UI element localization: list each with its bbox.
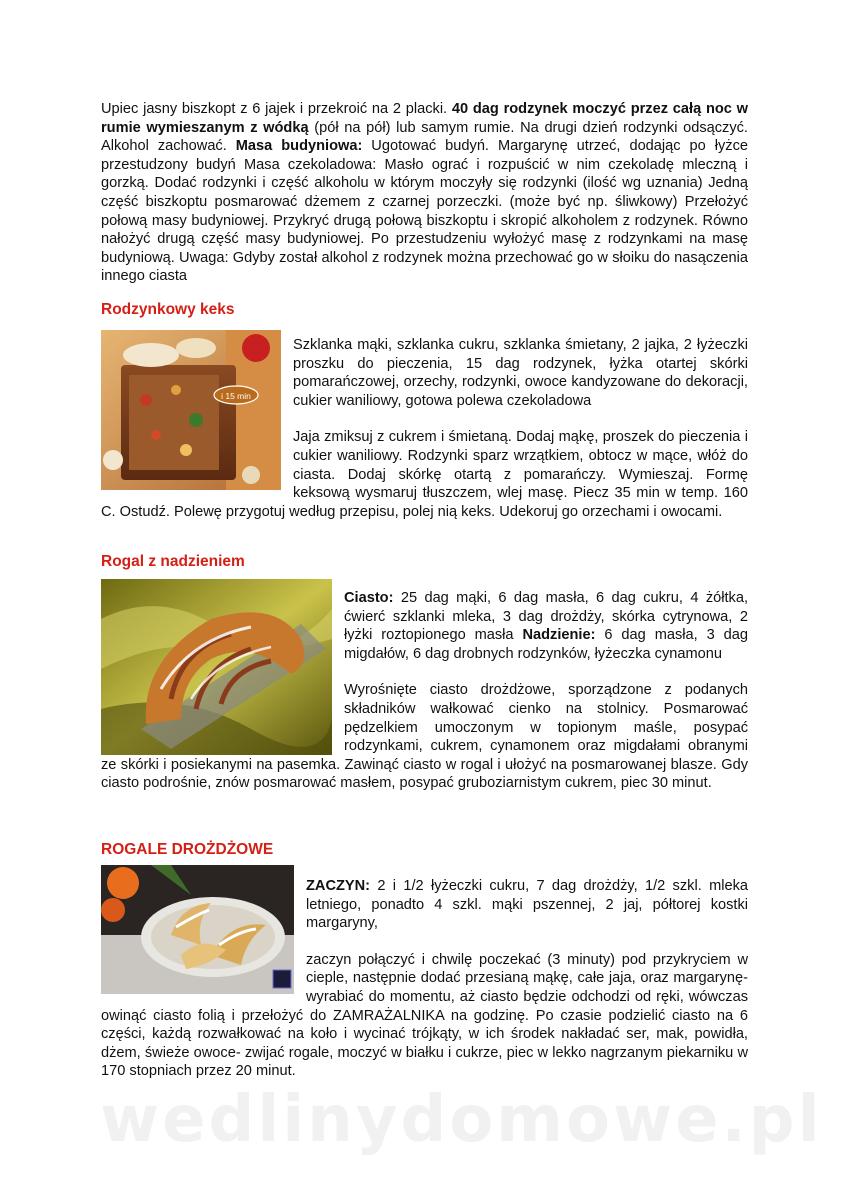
intro-bold-1: 40 dag rodzynek moczyć przez całą noc w rumie wymieszanym z wódką: [101, 101, 749, 136]
watermark: wedlinydomowe.pl: [100, 1083, 823, 1157]
ingredients-label-nadzienie: Nadzienie:: [522, 627, 596, 644]
intro-text-2: (pół na pół) lub samym rumie. Na drugi dzień rodzynki odsączyć. Alkohol zachować.: [101, 119, 748, 155]
recipe-body-rogale-drozdzowe: [101, 877, 748, 1081]
recipe-body-rodzynkowy-keks: [101, 336, 748, 521]
recipe-title-rogal-z-nadzieniem: Rogal z nadzieniem: [101, 553, 245, 570]
method-rodzynkowy-keks: Jaja zmiksuj z cukrem i śmietaną. Dodaj mąkę, proszek do pieczenia i cukier waniliowy. Rodzynki sparz wrzątkiem, obtocz w mące, włóż do ciasta. Dodaj skórkę otartą z pomarańczy. Wymieszaj. Formę keksową wysmaruj tłuszczem, wlej masę. Piecz 35 min w temp. 160 C. Ostudź. Polewę przygotuj według przepisu, polej nią keks. Udekoruj go orzechami i owocami.: [101, 429, 748, 520]
intro-paragraph: [101, 100, 748, 286]
recipe-title-rodzynkowy-keks: Rodzynkowy keks: [101, 301, 235, 318]
crescent-roll-photo: [101, 579, 332, 755]
fruitcake-image: [101, 330, 281, 490]
ingredients-label-zaczyn: ZACZYN:: [306, 878, 371, 894]
ingredients-nadzienie: 6 dag masła, 3 dag migdałów, 6 dag drobnych rodzynków, łyżeczka cynamonu: [344, 627, 748, 662]
fruitcake-photo: [101, 330, 281, 490]
method-rogale-drozdzowe: zaczyn połączyć i chwilę poczekać (3 minuty) pod przykryciem w cieple, następnie dodać przesianą mąkę, całe jaja, oraz margarynę- wyrabiać do momentu, aż ciasto będzie odchodzi od ręki, wówczas owinąć ciasto folią i przełożyć do ZAMRAŻALNIKA na godzinę. Po czasie podzielić ciasto na 6 części, każdą rozwałkować na koło i wycinać trójkąty, w ich środek nakładać ser, mak, powidła, dżem, świeże owoce- zwijać rogale, moczyć w białku i cukrze, piec w lekko nagrzanym piekarniku w 170 stopniach przez 20 minut.: [101, 951, 748, 1080]
intro-text-3: Ugotować budyń. Margarynę utrzeć, dodając po łyżce przestudzony budyń Masa czekoladowa: Masło ograć i rozpuścić w nim czekoladę mleczną i gorzką. Dodać rodzynki i część alkoholu w którym moczyły się rodzynki (ilość wg uznania) Jedną część biszkoptu posmarować dżemem z czarnej porzeczki. (może być np. śliwkowy) Przełożyć połową masy budyniowej. Przykryć drugą połową biszkoptu i skropić alkoholem z rodzynek. Równo nałożyć drugą część masy budyniowej. Po przestudzeniu wyłożyć masę z rodzynkami na masę budyniową. Uwaga: Gdyby został alkohol z rodzynek można przechować go w słoiku do nasączenia innego ciasta: [101, 138, 748, 285]
recipe-body-rogal-z-nadzieniem: [101, 589, 748, 793]
ingredients-label-ciasto: Ciasto:: [344, 590, 394, 606]
yeast-croissants-photo: [101, 865, 294, 994]
yeast-croissants-image: [101, 865, 294, 994]
recipe-title-rogale-drozdzowe: ROGALE DROŻDŻOWE: [101, 841, 274, 858]
crescent-roll-image: [101, 579, 332, 755]
method-rogal-z-nadzieniem: Wyrośnięte ciasto drożdżowe, sporządzone z podanych składników wałkować cienko na stolnicy. Posmarować pędzelkiem umoczonym w topionym maśle, posypać rodzynkami, cukrem, cynamonem oraz migdałami obranymi ze skórki i posiekanymi na pasemka. Zawinąć ciasto w rogal i ułożyć na posmarowanej blasze. Gdy ciasto podrośnie, znów posmarować masłem, posypać gruboziarnistym cukrem, piec 30 minut.: [101, 682, 748, 792]
intro-text-1: Upiec jasny biszkopt z 6 jajek i przekroić na 2 placki.: [101, 101, 452, 117]
ingredients-ciasto: 25 dag mąki, 6 dag masła, 6 dag cukru, 4 żółtka, ćwierć szklanki mleka, 3 dag drożdży, skórka cytrynowa, 2 łyżki roztopionego masła: [344, 590, 748, 644]
image-time-label: i 15 min: [221, 391, 251, 401]
ingredients-zaczyn: 2 i 1/2 łyżeczki cukru, 7 dag drożdży, 1/2 szkl. mleka letniego, ponadto 4 szkl. mąki pszennej, 2 jaj, półtorej kostki margaryny,: [306, 878, 748, 932]
ingredients-rodzynkowy-keks: Szklanka mąki, szklanka cukru, szklanka śmietany, 2 jajka, 2 łyżeczki proszku do pieczenia, 15 dag rodzynek, łyżka otartej skórki pomarańczowej, orzechy, rodzynki, owoce kandyzowane do dekoracji, cukier waniliowy, gotowa polewa czekoladowa: [293, 337, 748, 409]
intro-bold-2: Masa budyniowa:: [235, 138, 363, 155]
